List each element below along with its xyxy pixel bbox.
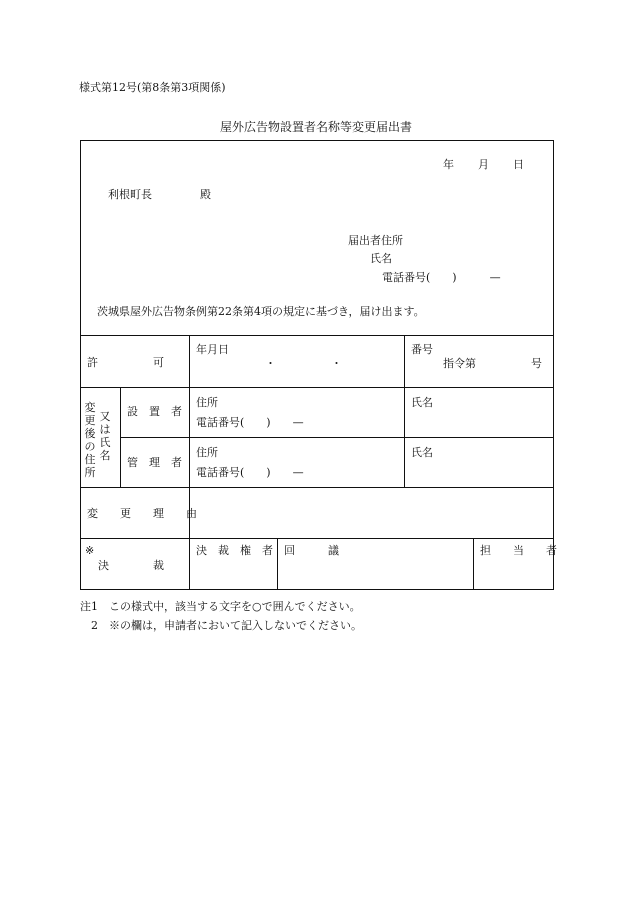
line-review-staff bbox=[473, 538, 474, 590]
decision-label: 決 裁 bbox=[98, 559, 164, 572]
decision-authority-label: 決 裁 権 者 bbox=[196, 544, 273, 557]
line-installer-manager bbox=[120, 437, 554, 438]
recipient: 利根町長 bbox=[108, 188, 152, 201]
manager-address-label: 住所 bbox=[196, 446, 218, 459]
note-2: 2 ※の欄は，申請者において記入しないでください。 bbox=[80, 619, 362, 632]
line-below-permit bbox=[80, 387, 554, 388]
note-1: 注1 この様式中，該当する文字を○で囲んでください。 bbox=[80, 600, 361, 613]
reason-label: 変 更 理 由 bbox=[87, 507, 197, 520]
form-title: 屋外広告物設置者名称等変更届出書 bbox=[220, 120, 413, 134]
changed-label-col2: 又は氏名 bbox=[99, 410, 111, 462]
manager-name-label: 氏名 bbox=[411, 446, 433, 459]
permit-number-label: 番号 bbox=[411, 343, 433, 356]
decision-staff-label: 担 当 者 bbox=[480, 544, 557, 557]
line-outer-label bbox=[120, 387, 121, 487]
decision-mark: ※ bbox=[85, 544, 95, 557]
date-year: 年 bbox=[443, 158, 454, 171]
line-authority-review bbox=[277, 538, 278, 590]
permit-date-separators: ・ ・ bbox=[265, 357, 342, 370]
form-number: 様式第12号(第8条第3項関係) bbox=[79, 81, 226, 94]
installer-name-label: 氏名 bbox=[411, 396, 433, 409]
installer-label: 設 置 者 bbox=[127, 405, 182, 418]
line-number-column bbox=[404, 335, 405, 487]
installer-phone-label: 電話番号( ) — bbox=[196, 416, 304, 429]
applicant-name-label: 氏名 bbox=[370, 252, 392, 265]
applicant-address-label: 届出者住所 bbox=[348, 234, 403, 247]
applicant-phone-label: 電話番号( ) — bbox=[382, 271, 501, 284]
manager-phone-label: 電話番号( ) — bbox=[196, 466, 304, 479]
line-label-column bbox=[189, 335, 190, 590]
date-day: 日 bbox=[513, 158, 524, 171]
line-below-reason bbox=[80, 538, 554, 539]
line-below-changed bbox=[80, 487, 554, 488]
honorific: 殿 bbox=[200, 188, 211, 201]
line-below-header bbox=[80, 335, 554, 336]
manager-label: 管 理 者 bbox=[127, 456, 182, 469]
permit-date-label: 年月日 bbox=[196, 343, 229, 356]
changed-label-col1: 変更後の住所 bbox=[84, 401, 96, 479]
date-month: 月 bbox=[478, 158, 489, 171]
permit-label: 許 可 bbox=[87, 356, 164, 369]
decision-review-label: 回 議 bbox=[284, 544, 339, 557]
installer-address-label: 住所 bbox=[196, 396, 218, 409]
statement: 茨城県屋外広告物条例第22条第4項の規定に基づき，届け出ます。 bbox=[97, 305, 425, 318]
permit-number-value: 指令第 号 bbox=[443, 357, 542, 370]
